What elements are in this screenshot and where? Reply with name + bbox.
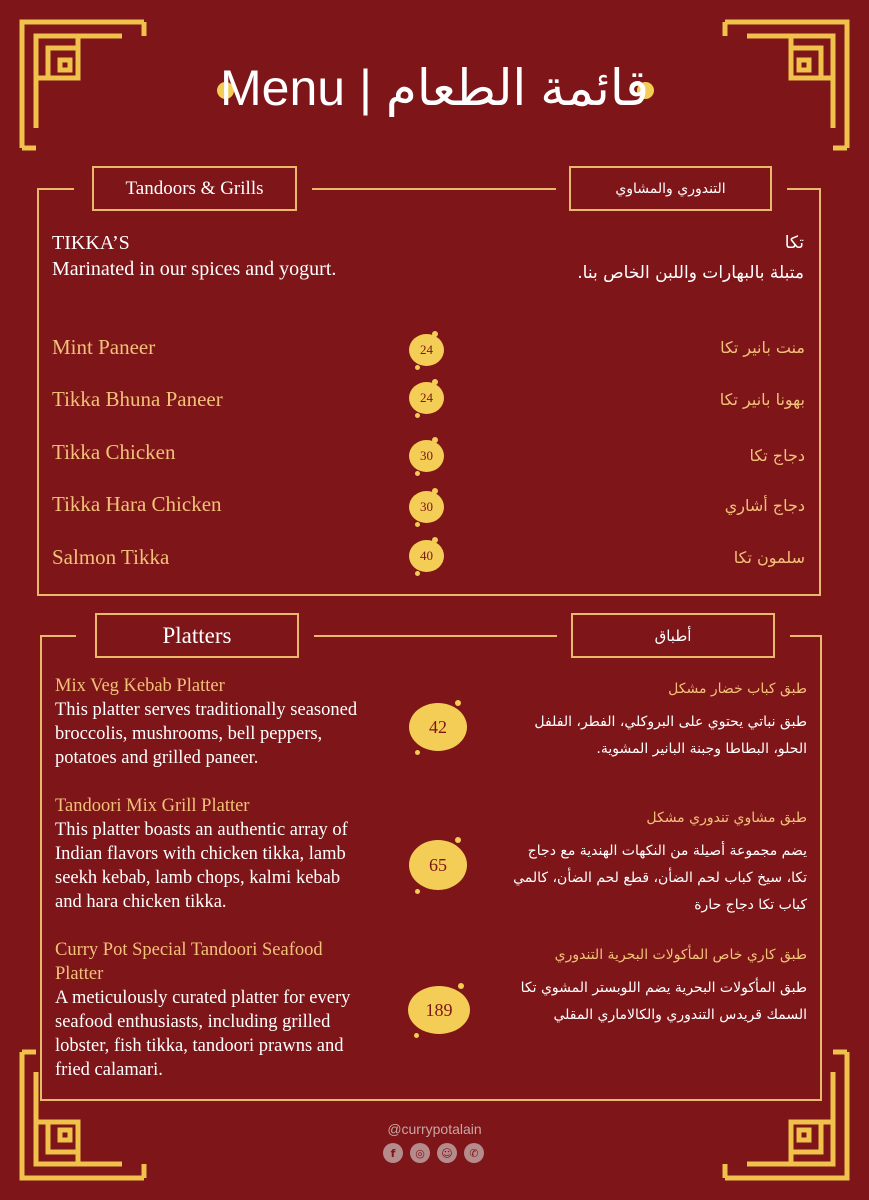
platter-item-ar [507, 805, 807, 919]
price-badge: 30 [409, 491, 444, 523]
social-icons [383, 1143, 484, 1163]
tandoor-item-name-en: Salmon Tikka [52, 545, 170, 569]
tikka-intro-en [52, 230, 352, 282]
price-badge: 24 [409, 382, 444, 414]
platter-item-en [55, 938, 365, 1082]
platter-desc-en: This platter boasts an authentic array of Indian flavors with chicken tikka, lamb seekh kebab, lamb chops, kalmi kebab and hara chicken tikka. [55, 820, 348, 912]
price-badge: 24 [409, 334, 444, 366]
tikka-intro-desc-ar: متبلة بالبهارات واللبن الخاص بنا. [577, 263, 804, 283]
tandoor-label-en: Tandoors & Grills [92, 166, 297, 211]
platter-desc-en: This platter serves traditionally seasoned broccolis, mushrooms, bell peppers, potatoes and grilled paneer. [55, 700, 358, 768]
platter-name-ar: طبق كاري خاص المأكولات البحرية التندوري [554, 947, 807, 963]
price-badge: 42 [409, 703, 467, 751]
facebook-icon[interactable]: f [383, 1143, 403, 1163]
tikka-intro-desc-en: Marinated in our spices and yogurt. [52, 258, 337, 280]
tandoor-item-name-ar: سلمون تكا [733, 548, 805, 567]
tikka-intro-title-ar: تكا [784, 233, 804, 253]
tandoor-item-name-ar: دجاج تكا [749, 446, 805, 465]
platter-item-ar [507, 942, 807, 1029]
tandoor-item-name-ar: دجاج أشاري [724, 496, 805, 515]
tikka-intro-ar [504, 228, 804, 288]
platter-desc-en: A meticulously curated platter for every seafood enthusiasts, including grilled lobster, fish tikka, tandoori prawns and fried calamari. [55, 988, 351, 1080]
price-badge: 189 [408, 986, 470, 1034]
platter-desc-ar: طبق نباتي يحتوي على البروكلي، الفطر، الفلفل الحلو، البطاطا وجبنة البانير المشوية. [534, 714, 807, 757]
tandoor-item-name-en: Tikka Bhuna Paneer [52, 387, 223, 411]
platter-item-en [55, 794, 365, 914]
tandoor-item-name-ar: بهونا بانير تكا [719, 390, 805, 409]
tandoor-item-name-en: Mint Paneer [52, 335, 156, 359]
instagram-icon[interactable]: ◎ [410, 1143, 430, 1163]
snapchat-icon[interactable]: ☺ [437, 1143, 457, 1163]
whatsapp-icon[interactable]: ✆ [464, 1143, 484, 1163]
tikka-intro-title-en: TIKKA’S [52, 232, 130, 254]
tandoor-item-name-en: Tikka Chicken [52, 440, 176, 464]
price-badge: 65 [409, 840, 467, 890]
platter-name-en: Tandoori Mix Grill Platter [55, 796, 250, 816]
platter-name-en: Curry Pot Special Tandoori Seafood Platter [55, 940, 323, 984]
page-title-text: Menu | قائمة الطعام [220, 60, 649, 116]
platter-name-ar: طبق مشاوي تندوري مشكل [646, 810, 807, 826]
price-badge: 40 [409, 540, 444, 572]
platter-name-ar: طبق كباب خضار مشكل [668, 681, 807, 697]
price-badge: 30 [409, 440, 444, 472]
platter-desc-ar: طبق المأكولات البحرية يضم اللوبستر المشوي تكا السمك قريدس التندوري والكالاماري المقلي [520, 980, 807, 1023]
tandoor-item-name-en: Tikka Hara Chicken [52, 492, 222, 516]
platter-desc-ar: يضم مجموعة أصيلة من النكهات الهندية مع دجاج تكا، سيخ كباب لحم الضأن، قطع لحم الضأن، كالمي كباب تكا دجاج حارة [513, 843, 807, 913]
platters-label-en: Platters [95, 613, 299, 658]
platter-name-en: Mix Veg Kebab Platter [55, 676, 225, 696]
tandoor-item-name-ar: منت بانير تكا [720, 338, 805, 357]
tandoor-label-ar: التندوري والمشاوي [569, 166, 772, 211]
page-title [0, 58, 869, 118]
platter-item-en [55, 674, 365, 770]
platter-item-ar [507, 676, 807, 763]
platters-label-ar: أطباق [571, 613, 775, 658]
social-handle[interactable]: @currypotalain [387, 1121, 482, 1137]
